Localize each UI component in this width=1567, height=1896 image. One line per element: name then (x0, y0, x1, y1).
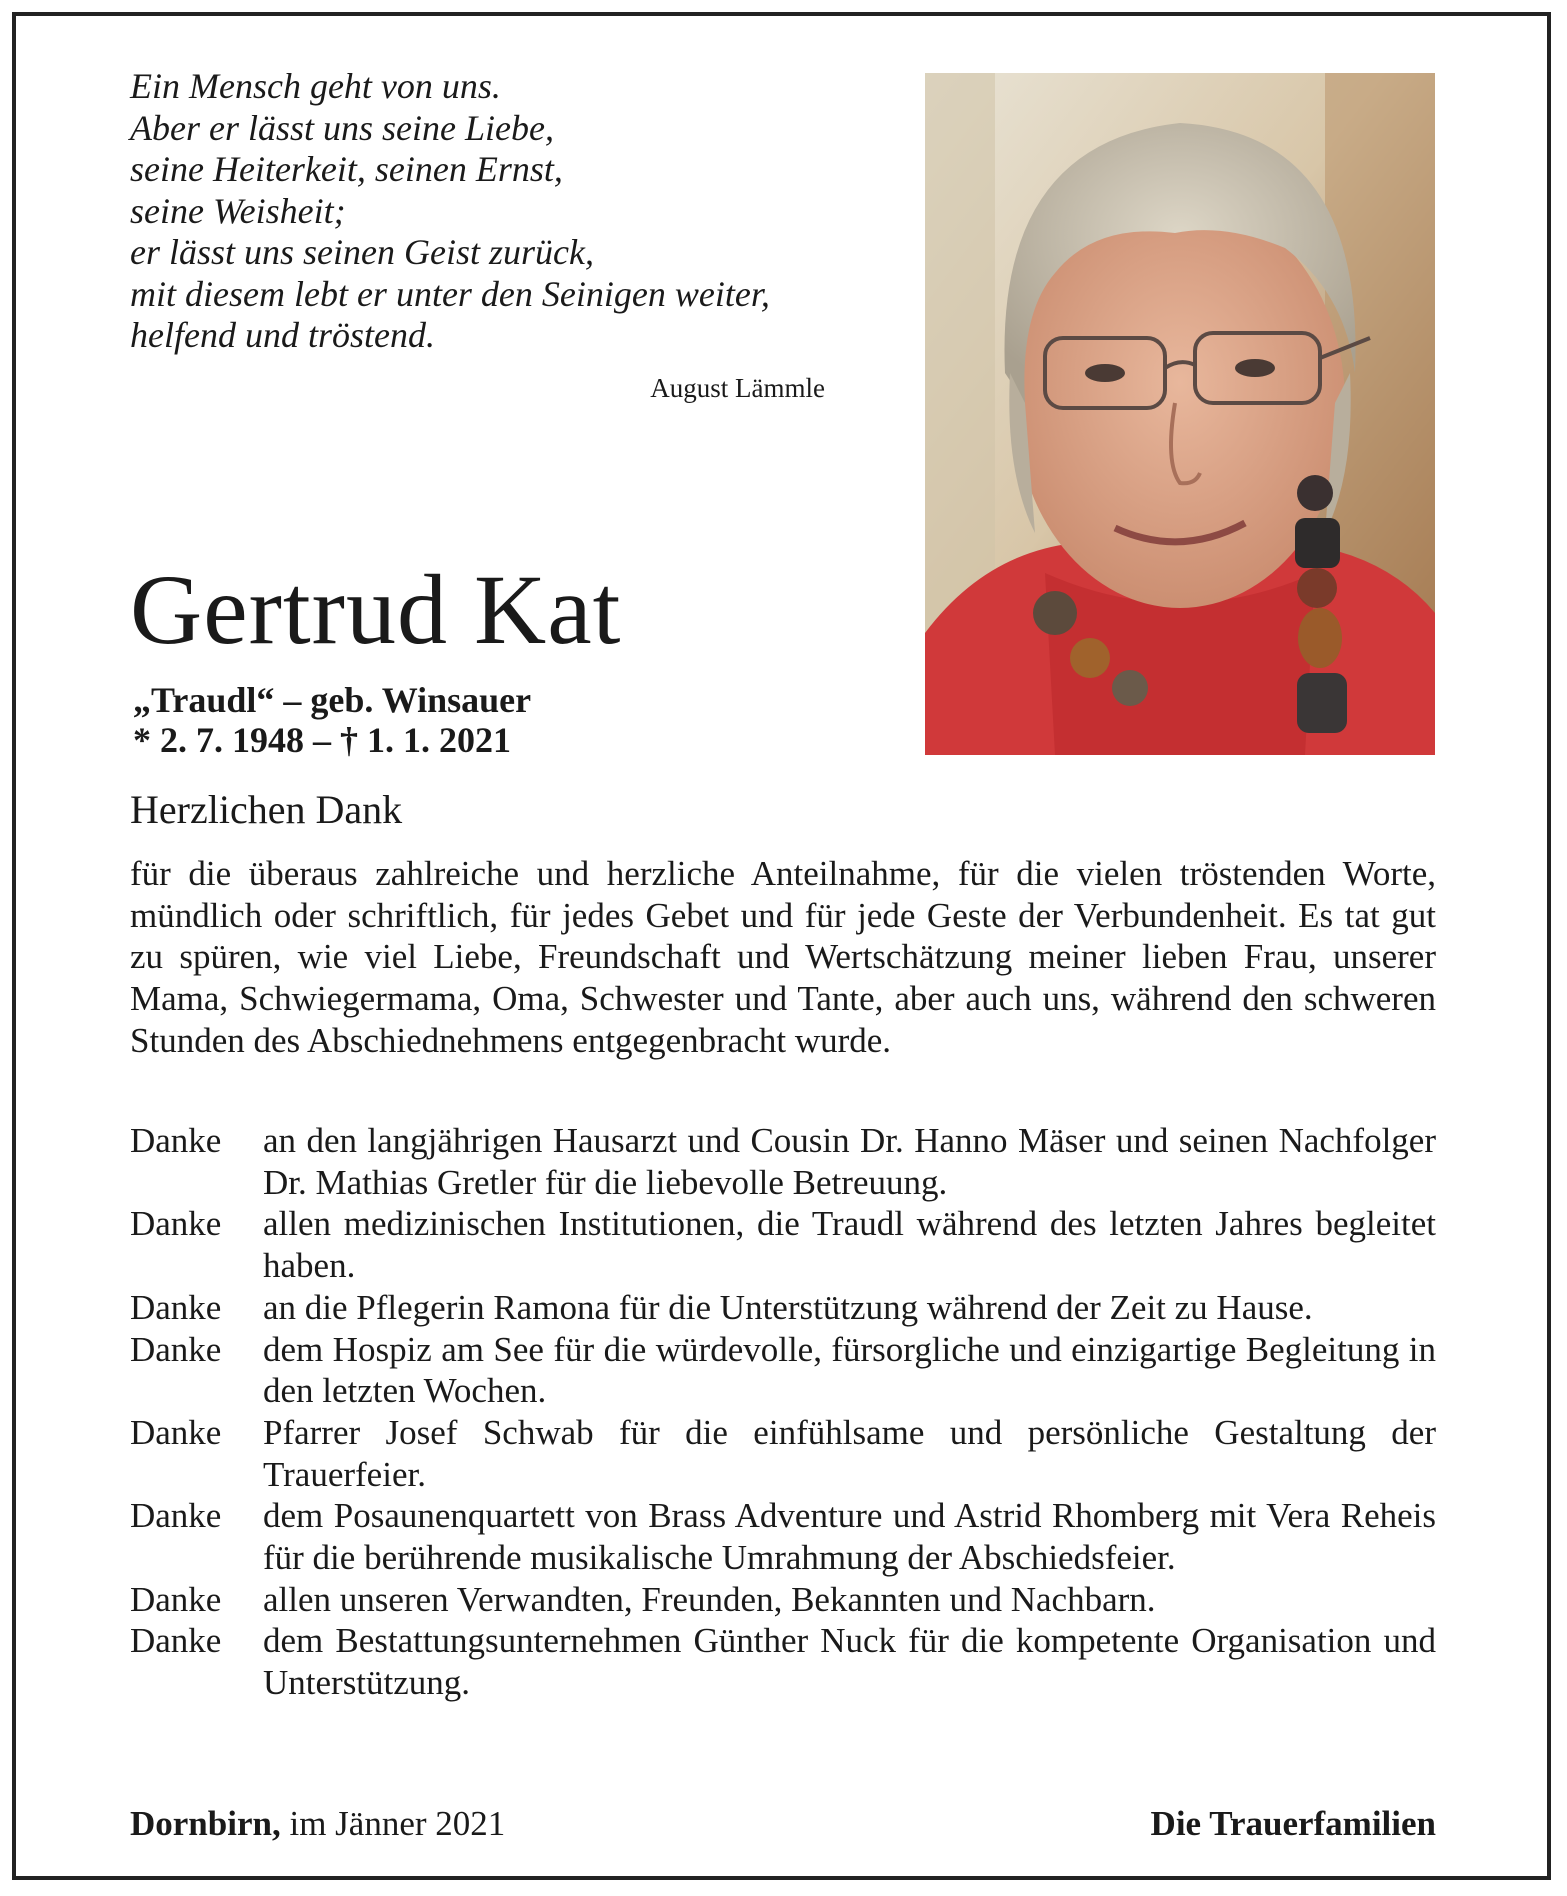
danke-text: allen unseren Verwandten, Freunden, Bekannten und Nachbarn. (263, 1579, 1156, 1619)
poem-line: seine Weisheit; (130, 190, 346, 231)
danke-text: an den langjährigen Hausarzt und Cousin Dr. Hanno Mäser und seinen Nachfolger Dr. Mathias Gretler für die liebevolle Betreuung. (263, 1121, 1436, 1202)
place-date (130, 1802, 505, 1846)
danke-text: Pfarrer Josef Schwab für die einfühlsame und persönliche Gestaltung der Trauerfeier. (263, 1412, 1436, 1494)
danke-label: Danke (130, 1329, 222, 1369)
danke-label: Danke (130, 1287, 222, 1327)
poem-line: Aber er lässt uns seine Liebe, (130, 107, 554, 148)
poem-line: helfend und tröstend. (130, 315, 435, 355)
list-item (130, 1620, 1436, 1703)
poem-line: seine Heiterkeit, seinen Ernst, (130, 149, 563, 189)
list-item (130, 1120, 1436, 1203)
danke-text: allen medizinischen Institutionen, die Traudl während des letzten Jahres begleitet haben. (263, 1204, 1436, 1286)
danke-text: dem Posaunenquartett von Brass Adventure und Astrid Rhomberg mit Vera Reheis für die berührende musikalische Umrahmung der Abschiedsfeier. (263, 1496, 1436, 1578)
danke-text: dem Hospiz am See für die würdevolle, fürsorgliche und einzigartige Begleitung in den letzten Wochen. (263, 1329, 1436, 1411)
date: im Jänner 2021 (289, 1804, 506, 1843)
thanks-heading: Herzlichen Dank (130, 787, 403, 832)
poem-line: Ein Mensch geht von uns. (130, 66, 501, 106)
poem-line: mit diesem lebt er unter den Seinigen weiter, (130, 273, 770, 314)
poem-line: er lässt uns seinen Geist zurück, (130, 232, 594, 272)
danke-label: Danke (130, 1621, 222, 1661)
footer (130, 1802, 1436, 1846)
danke-label: Danke (130, 1579, 222, 1619)
nickname-line: „Traudl“ – geb. Winsauer (133, 680, 532, 720)
poem-author: August Lämmle (650, 373, 825, 403)
list-item (130, 1329, 1436, 1412)
list-item (130, 1287, 1436, 1329)
danke-label: Danke (130, 1412, 222, 1452)
danke-label: Danke (130, 1204, 222, 1244)
poem (130, 66, 850, 357)
deceased-name: Gertrud Kat (130, 554, 622, 665)
list-item (130, 1412, 1436, 1495)
place: Dornbirn, (130, 1804, 281, 1843)
signature: Die Trauerfamilien (1150, 1804, 1436, 1843)
danke-label: Danke (130, 1496, 222, 1536)
danke-text: dem Bestattungsunternehmen Günther Nuck für die kompetente Organisation und Unterstützung. (263, 1621, 1436, 1703)
list-item (130, 1495, 1436, 1578)
life-dates: * 2. 7. 1948 – † 1. 1. 2021 (133, 720, 511, 760)
list-item (130, 1203, 1436, 1286)
danke-label: Danke (130, 1121, 222, 1160)
thanks-list (130, 1120, 1436, 1704)
list-item (130, 1579, 1436, 1621)
thanks-intro: für die überaus zahlreiche und herzliche Anteilnahme, für die vielen tröstenden Worte, mündlich oder schriftlich, für jedes Gebet und für jede Geste der Verbundenheit. Es tat gut zu spüren, wie viel Liebe, Freundschaft und Wertschätzung meiner lieben Frau, unserer Mama, Schwiegermama, Oma, Schwester und Tante, aber auch uns, während den schweren Stunden des Abschiednehmens entgegenbracht wurde. (130, 854, 1436, 1060)
danke-text: an die Pflegerin Ramona für die Unterstützung während der Zeit zu Hause. (263, 1287, 1313, 1327)
portrait-photo (925, 73, 1435, 755)
